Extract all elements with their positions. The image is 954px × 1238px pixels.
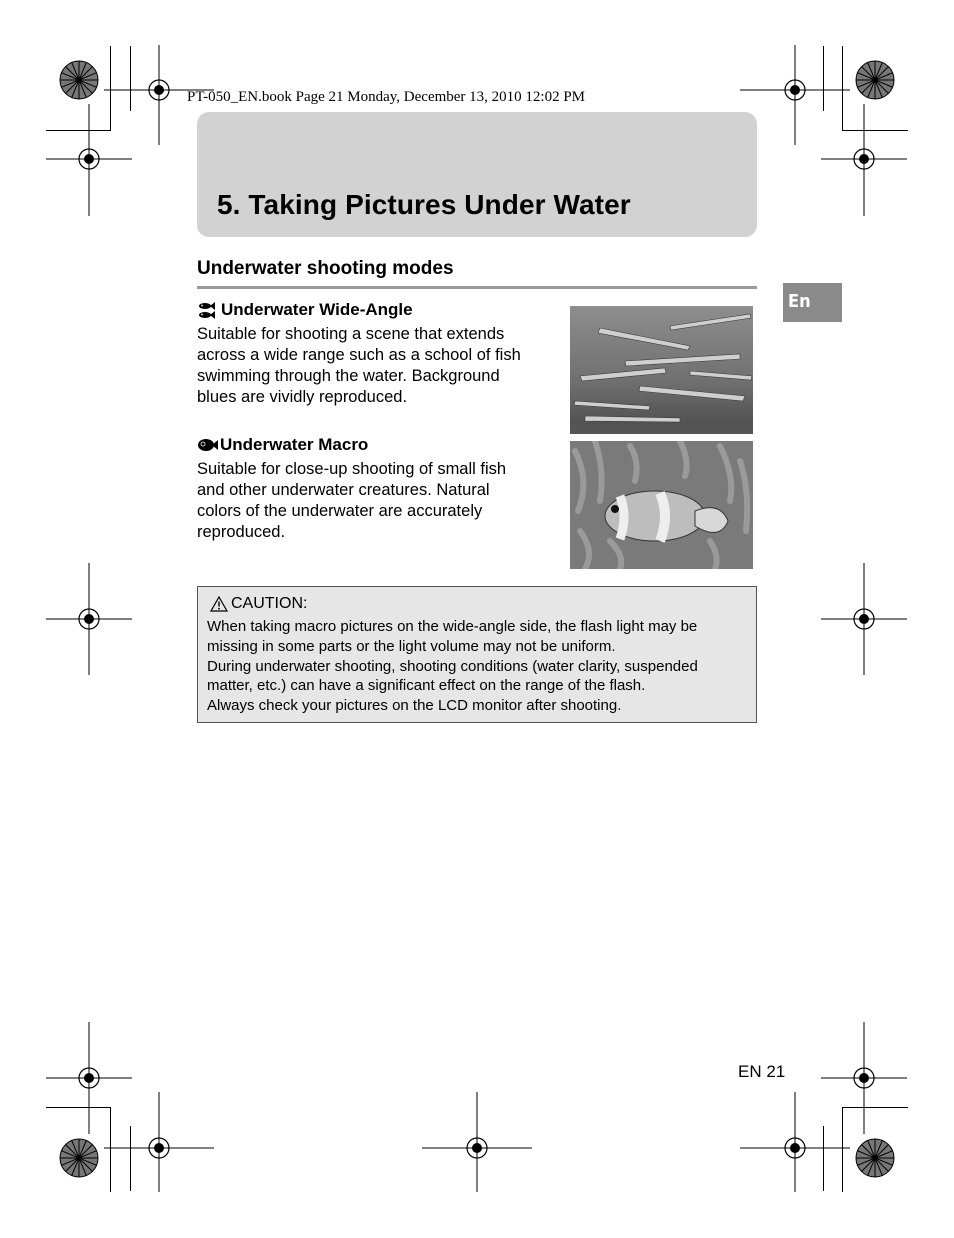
registration-crosshair-icon [46,563,132,675]
description-line: across a wide range such as a school of fish [197,346,521,364]
description-line: blues are vividly reproduced. [197,388,408,406]
description-line: swimming through the water. Background [197,367,500,385]
registration-crosshair-icon [821,563,907,675]
registration-starburst-icon [59,1138,99,1178]
registration-crosshair-icon [740,1092,850,1192]
caution-line: missing in some parts or the light volume may not be uniform. [207,637,616,655]
caution-line: matter, etc.) can have a significant effect on the range of the flash. [207,677,646,695]
registration-starburst-icon [855,60,895,100]
registration-crosshair-icon [104,1092,214,1192]
mode-description [197,324,547,408]
mode-title-row [197,434,547,456]
print-header-line: PT-050_EN.book Page 21 Monday, December 13, 2010 12:02 PM [187,89,586,105]
caution-line: During underwater shooting, shooting conditions (water clarity, suspended [207,657,698,675]
mode-title: Underwater Wide-Angle [221,300,413,319]
language-tab [783,283,842,322]
page-title: 5. Taking Pictures Under Water [217,189,631,220]
school-of-fish-photo [570,306,753,434]
caution-heading-row [210,595,307,613]
caution-text [207,617,752,716]
registration-starburst-icon [855,1138,895,1178]
caution-line: When taking macro pictures on the wide-angle side, the flash light may be [207,618,698,635]
title-band [197,112,757,237]
mode-title-row [197,299,547,321]
caution-box [197,586,757,723]
description-line: Suitable for close-up shooting of small fish [197,460,507,478]
warning-triangle-icon [210,596,228,612]
caution-line: Always check your pictures on the LCD monitor after shooting. [207,697,622,715]
registration-crosshair-icon [821,104,907,216]
mode-macro [197,434,547,543]
section-heading: Underwater shooting modes [197,258,454,279]
page-number: EN 21 [738,1062,786,1081]
registration-crosshair-icon [422,1092,532,1192]
mode-title: Underwater Macro [220,435,369,454]
description-line: and other underwater creatures. Natural [197,481,490,499]
language-tab-label: En [788,291,811,312]
underwater-macro-icon [197,437,219,453]
caution-heading: CAUTION: [231,595,308,612]
mode-wide-angle [197,299,547,408]
clownfish-photo [570,441,753,569]
mode-description [197,459,547,543]
registration-crosshair-icon [46,104,132,216]
section-rule [197,286,757,289]
description-line: reproduced. [197,523,286,541]
description-line: Suitable for shooting a scene that extends [197,325,505,343]
underwater-wide-angle-icon [197,300,217,320]
description-line: colors of the underwater are accurately [197,502,483,520]
registration-starburst-icon [59,60,99,100]
